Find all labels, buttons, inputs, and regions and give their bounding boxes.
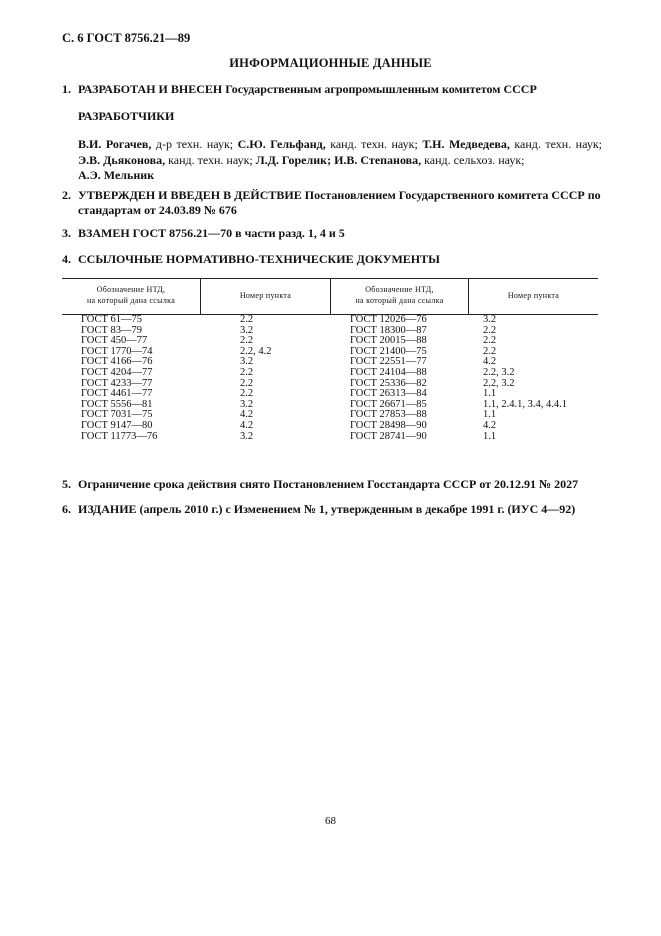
section-number: 2. <box>62 188 71 202</box>
page-header: С. 6 ГОСТ 8756.21—89 <box>62 31 191 45</box>
header-line: на который дана ссылка <box>355 296 444 305</box>
developer-name: Л.Д. Горелик; <box>255 152 332 167</box>
table-cell: 4.2 <box>483 419 497 431</box>
left-docs-column <box>81 315 157 442</box>
section-4 <box>62 252 602 267</box>
table-cell: ГОСТ 83—79 <box>81 324 143 336</box>
table-cell: 4.2 <box>483 356 497 368</box>
table-cell: ГОСТ 11773—76 <box>81 430 158 442</box>
developer-title: канд. сельхоз. наук; <box>421 152 525 167</box>
section-number: 1. <box>62 82 71 96</box>
table-cell: ГОСТ 7031—75 <box>81 409 153 421</box>
developer-name: Т.Н. Медведева, <box>422 137 510 151</box>
table-cell: 3.2 <box>483 314 497 325</box>
table-cell: 2.2 <box>240 388 254 400</box>
section-3 <box>62 226 602 241</box>
table-cell: 2.2 <box>240 366 254 378</box>
right-items-column <box>483 315 567 442</box>
table-cell: 2.2, 3.2 <box>483 377 515 389</box>
table-cell: 2.2, 4.2 <box>240 345 272 357</box>
section-text: Ограничение срока действия снято Постановлением Госстандарта СССР от 20.12.91 № 2027 <box>78 477 579 491</box>
developers-heading: РАЗРАБОТЧИКИ <box>78 109 175 123</box>
table-cell: ГОСТ 450—77 <box>81 335 148 347</box>
table-cell: ГОСТ 4233—77 <box>81 377 153 389</box>
table-cell: ГОСТ 25336—82 <box>350 377 427 389</box>
section-number: 4. <box>62 252 71 266</box>
developer-name: В.И. Рогачев, <box>78 137 152 151</box>
table-cell: ГОСТ 26671—85 <box>350 398 427 410</box>
developer-title: канд. техн. наук; <box>325 137 423 151</box>
table-cell: 1.1 <box>483 388 497 400</box>
table-cell: ГОСТ 4204—77 <box>81 366 153 378</box>
table-cell: 3.2 <box>240 324 254 336</box>
table-cell: ГОСТ 4461—77 <box>81 388 153 400</box>
section-1 <box>62 82 602 97</box>
header-line: на который дана ссылка <box>86 296 176 305</box>
section-6 <box>62 502 602 517</box>
table-cell: ГОСТ 9147—80 <box>81 419 153 431</box>
table-cell: ГОСТ 22551—77 <box>350 356 427 368</box>
table-cell: 1.1, 2.4.1, 3.4, 4.4.1 <box>483 398 567 410</box>
table-cell: ГОСТ 61—75 <box>81 314 143 325</box>
developer-title: д-р техн. наук; <box>151 137 238 151</box>
section-text: УТВЕРЖДЕН И ВВЕДЕН В ДЕЙСТВИЕ Постановлением Государственного комитета СССР по стандартам от 24.03.89 № 676 <box>78 188 601 217</box>
section-number: 5. <box>62 477 71 491</box>
section-text: РАЗРАБОТАН И ВНЕСЕН Государственным агропромышленным комитетом СССР <box>78 82 537 96</box>
table-cell: 3.2 <box>240 430 254 442</box>
developers-list <box>78 137 602 184</box>
table-cell: 2.2, 3.2 <box>483 366 515 378</box>
table-cell: 2.2 <box>240 314 254 325</box>
developer-title: канд. техн. наук; <box>509 137 602 151</box>
left-items-column <box>240 315 272 442</box>
reference-table <box>62 278 598 452</box>
section-text: ССЫЛОЧНЫЕ НОРМАТИВНО-ТЕХНИЧЕСКИЕ ДОКУМЕНТЫ <box>78 252 440 266</box>
header-item-right: Номер пункта <box>507 291 560 300</box>
developer-name: Э.В. Дьяконова, <box>78 152 166 167</box>
table-cell: ГОСТ 24104—88 <box>350 366 427 378</box>
table-cell: 4.2 <box>240 419 254 431</box>
table-cell: 2.2 <box>240 335 254 347</box>
section-text: ВЗАМЕН ГОСТ 8756.21—70 в части разд. 1, 4 и 5 <box>78 226 345 240</box>
table-cell: 3.2 <box>240 356 254 368</box>
table-cell: 2.2 <box>483 324 497 336</box>
header-line: Обозначение НТД, <box>96 285 166 294</box>
table-cell: ГОСТ 21400—75 <box>350 345 427 357</box>
section-2 <box>62 188 602 218</box>
section-number: 3. <box>62 226 71 240</box>
developer-name: И.В. Степанова, <box>334 152 422 167</box>
table-cell: 2.2 <box>483 335 497 347</box>
table-cell: ГОСТ 12026—76 <box>350 314 427 325</box>
developer-title: канд. техн. наук; <box>165 152 256 167</box>
header-item-left: Номер пункта <box>239 291 292 300</box>
table-cell: 2.2 <box>483 345 497 357</box>
table-cell: 1.1 <box>483 409 497 421</box>
table-cell: 4.2 <box>240 409 254 421</box>
table-cell: 3.2 <box>240 398 254 410</box>
right-docs-column <box>350 315 427 442</box>
developer-name: С.Ю. Гельфанд, <box>237 137 326 151</box>
table-cell: ГОСТ 28741—90 <box>350 430 427 442</box>
table-cell: ГОСТ 5556—81 <box>81 398 153 410</box>
table-cell: 1.1 <box>483 430 497 442</box>
page-title: ИНФОРМАЦИОННЫЕ ДАННЫЕ <box>229 56 432 70</box>
header-doc-right <box>331 284 468 306</box>
table-cell: ГОСТ 4166—76 <box>81 356 153 368</box>
table-cell: ГОСТ 18300—87 <box>350 324 427 336</box>
table-cell: ГОСТ 28498—90 <box>350 419 427 431</box>
header-line: Обозначение НТД, <box>365 285 434 294</box>
table-cell: ГОСТ 1770—74 <box>81 345 153 357</box>
table-cell: ГОСТ 20015—88 <box>350 335 427 347</box>
section-number: 6. <box>62 502 71 516</box>
page-number: 68 <box>325 815 336 827</box>
table-cell: 2.2 <box>240 377 254 389</box>
table-cell: ГОСТ 27853—88 <box>350 409 427 421</box>
section-text: ИЗДАНИЕ (апрель 2010 г.) с Изменением № 1, утвержденным в декабре 1991 г. (ИУС 4—92) <box>78 502 576 516</box>
section-5 <box>62 477 602 492</box>
table-cell: ГОСТ 26313—84 <box>350 388 427 400</box>
header-doc-left <box>62 284 200 306</box>
developer-name: А.Э. Мельник <box>78 168 155 182</box>
